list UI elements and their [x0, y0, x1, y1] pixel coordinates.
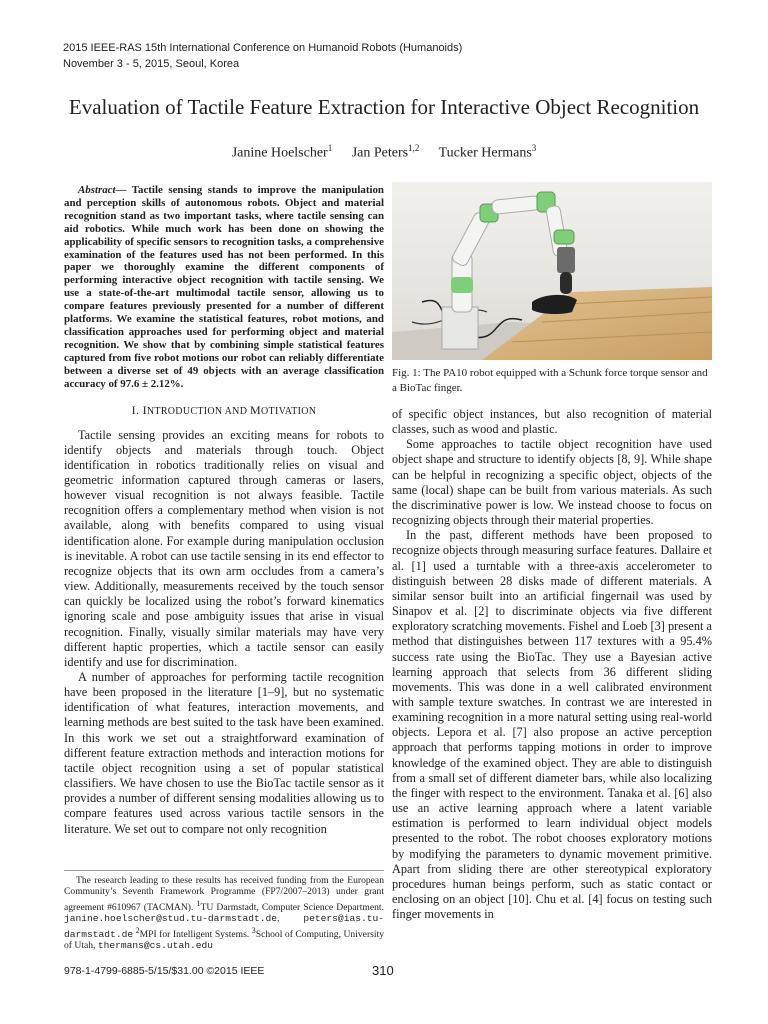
affiliation: MPI for Intelligent Systems. — [139, 929, 252, 940]
email-link[interactable]: janine.hoelscher@stud.tu-darmstadt.de — [64, 913, 278, 925]
section-title-initial: I — [142, 402, 147, 417]
author-affiliation-mark: 3 — [531, 143, 537, 153]
conference-date: November 3 - 5, 2015, Seoul, Korea — [63, 58, 240, 70]
right-column — [392, 184, 712, 922]
affiliation-mark: 3 — [251, 925, 256, 935]
email-link[interactable]: thermans@cs.utah.edu — [97, 940, 213, 952]
abstract-dash: — — [115, 184, 127, 196]
author-name: Janine Hoelscher — [231, 145, 328, 161]
abstract-label: Abstract — [78, 184, 116, 196]
body-paragraph: In the past, different methods have been proposed to recognize objects through measuring surface features. Dallaire et al. [1] used a turntable with a three-axis accelerometer to distinguish between 28 disks made of different materials. A similar sensor built into an artificial fingernail was used by Sinapov et al. [2] to discriminate objects via five different exploratory scratching movements. Fishel and Loeb [3] present a method that distinguishes between 117 textures with a 95.4% success rate using the BioTac. They use a Bayesian active learning approach that selects from 36 different sliding movements. This was done in a well calibrated environment with sample texture swatches. In contrast we are interested in examining recognition in a more natural setting using real-world objects. Lepora et al. [7] also propose an active perception approach that performs tapping motions in order to improve knowledge of the examined object. They are able to distinguish from a small set of different diameter bars, while also localizing the finger with respect to the environment. Tanaka et al. [6] also use an active learning approach where a latent variable estimation is performed to learn individual object models presented to the robot. The robot chooses exploratory motions by modifying the parameters to dynamic movement primitive. Apart from sliding there are other stereotypical exploratory procedures human beings perform, such as static contact or enclosing on an object [10]. Chu et al. [4] focus on testing such finger movements in — [392, 528, 712, 922]
copyright-line: 978-1-4799-6885-5/15/$31.00 ©2015 IEEE — [64, 965, 265, 977]
section-number: I. — [131, 402, 140, 417]
body-paragraph: Tactile sensing provides an exciting means for robots to identify objects and materials through touch. Object identification in robotics traditionally relies on visual and geometric information captured through cameras or lasers, however visual recognition is not always feasible. Tactile recognition offers a complementary method when vision is not available, along with benefits compared to using visual identification alone. For example during manipulation occlusion is inevitable. A robot can use tactile sensing in its end effector to recognize objects that its own arm occludes from a camera’s view. Additionally, measurements received by the touch sensor can quickly be localized using the robot’s forward kinematics ignoring scale and pose ambiguity issues that arise in visual recognition. Finally, visually similar materials may have very different haptic properties, which a tactile sensor can easily identify and use for discrimination. — [64, 427, 384, 669]
funding-note: The research leading to these results has received funding from the European Community’s Seventh Framework Programme (FP7/2007–2013) under grant agreement #610967 (TACMAN). — [64, 875, 384, 913]
affiliation: TU Darmstadt, Computer Science Department. — [200, 902, 384, 913]
body-paragraph: Some approaches to tactile object recognition have used object shape and structure to identify objects [8, 9]. While shape can be helpful in recognizing a specific object, objects of the same (local) shape can be built from various materials. As such the discriminative power is low. We instead choose to focus on recognizing objects through their material properties. — [392, 437, 712, 528]
paper-title: Evaluation of Tactile Feature Extraction for Interactive Object Recognition — [68, 95, 700, 119]
author-affiliation-mark: 1 — [327, 143, 333, 153]
section-heading — [64, 403, 384, 418]
robot-photo — [392, 182, 712, 360]
section-title-initial: M — [250, 402, 262, 417]
abstract-text: Tactile sensing stands to improve the manipulation and perception skills of autonomous robots. Object and material recognition stand as two important tasks, where tactile sensing can aid robotics. While much work has been done on showing the applicability of specific sensors to recognition tasks, a comprehensive examination of the features used has not been performed. In this paper we thoroughly examine the different components of performing interactive object recognition with tactile sensing. We use a state-of-the-art multimodal tactile sensor, allowing us to compare features previously presented for a number of different platforms. We examine the statistical features, robot motions, and classification approaches used for performing object and material recognition. We show that by combining simple statistical features captured from five robot motions our robot can reliably differentiate between a diverse set of 49 objects with an average classification accuracy of 97.6 ± 2.12%. — [64, 184, 384, 390]
section-title-part: OTIVATION — [261, 405, 317, 417]
page-number: 310 — [372, 963, 394, 978]
email-link[interactable]: peters@ias.tu-darmstadt.de — [64, 913, 384, 940]
body-paragraph: A number of approaches for performing tactile recognition have been proposed in the literature [1–9], but no systematic identification of what features, interaction movements, and learning methods are best suited to the task have been examined. In this work we set out a straightforward examination of different feature extraction methods and interaction motions for tactile object recognition using a set of popular statistical classifiers. We have chosen to use the BioTac tactile sensor as it provides a number of different sensing modalities allowing us to compare features used across various tactile sensors in the literature. We set out to compare not only recognition — [64, 670, 384, 836]
separator: , — [277, 913, 304, 925]
body-paragraph: of specific object instances, but also recognition of material classes, such as wood and plastic. — [392, 407, 712, 437]
abstract — [64, 184, 384, 391]
author-list — [0, 143, 768, 162]
conference-name: 2015 IEEE-RAS 15th International Conference on Humanoid Robots (Humanoids) — [63, 42, 463, 54]
author-affiliation-mark: 1,2 — [408, 143, 420, 153]
affiliation-mark: 2 — [135, 925, 140, 935]
footnote — [64, 870, 384, 952]
author-name: Tucker Hermans — [438, 145, 532, 161]
figure-caption: Fig. 1: The PA10 robot equipped with a Schunk force torque sensor and a BioTac finger. — [392, 367, 708, 394]
left-column — [64, 184, 384, 837]
conference-header — [63, 40, 462, 72]
affiliation: School of Computing, University of Utah, — [64, 929, 384, 952]
footnote-text — [64, 875, 384, 952]
section-title-part: NTRODUCTION AND — [146, 405, 251, 417]
author-name: Jan Peters — [351, 145, 409, 161]
affiliation-mark: 1 — [196, 898, 201, 908]
robot-arm-illustration — [392, 182, 712, 360]
